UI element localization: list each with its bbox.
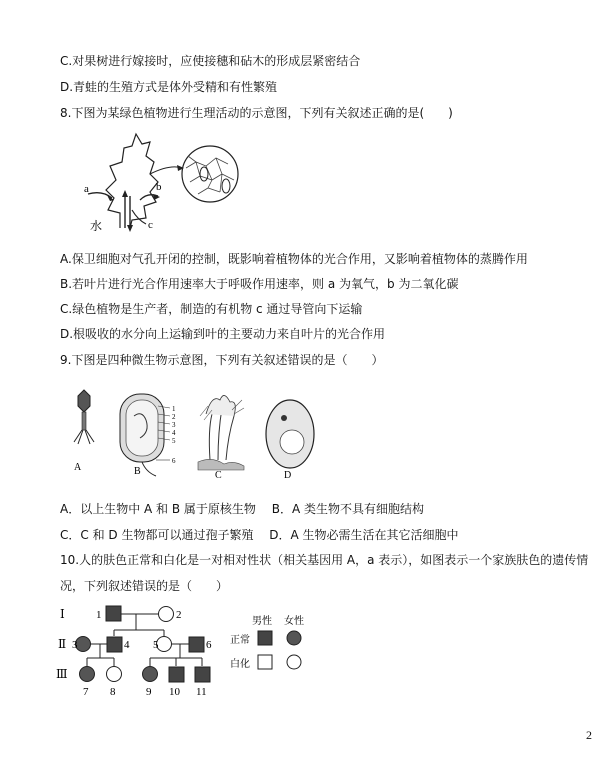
generation-1-label: Ⅰ: [60, 607, 65, 621]
generation-3-label: Ⅲ: [56, 667, 68, 681]
label-c: c: [148, 219, 153, 231]
individual-3-female: [76, 637, 91, 652]
label-B: B: [134, 466, 141, 477]
q9-options-cd: C．C 和 D 生物都可以通过孢子繁殖 D．A 生物必需生活在其它活细胞中: [60, 528, 459, 542]
arrow-a-head: [107, 195, 114, 201]
label-C: C: [215, 470, 222, 481]
option-d-line: D.青蛙的生殖方式是体外受精和有性繁殖: [60, 80, 278, 94]
legend-albino-female-symbol: [287, 655, 301, 669]
individual-6-male: [189, 637, 204, 652]
plant-leaf-figure: [80, 128, 250, 240]
label-a: a: [84, 183, 89, 195]
q8-option-b: B.若叶片进行光合作用速率大于呼吸作用速率，则 a 为氧气，b 为二氧化碳: [60, 277, 459, 291]
legend-normal-male-symbol: [258, 631, 272, 645]
question-8: 8.下图为某绿色植物进行生理活动的示意图，下列有关叙述正确的是( ): [60, 106, 453, 120]
generation-2-label: Ⅱ: [58, 637, 67, 651]
mold-drawing: [198, 395, 244, 470]
legend-albino-label: 白化: [230, 659, 250, 670]
zoom-pointer: [150, 167, 182, 174]
label-water: 水: [90, 219, 103, 233]
individual-8-female: [107, 667, 122, 682]
individual-2-normal-female: [159, 607, 174, 622]
pedigree-lines: [87, 614, 202, 666]
leaf-outline: [106, 134, 158, 228]
label-num-3: 3: [172, 421, 176, 429]
id-2: 2: [176, 609, 182, 621]
label-A: A: [74, 462, 82, 473]
label-num-1: 1: [172, 405, 176, 413]
pedigree-chart: [54, 600, 324, 700]
id-8: 8: [110, 686, 116, 698]
legend-normal-female-symbol: [287, 631, 301, 645]
magnified-epidermis-circle: [182, 146, 238, 202]
id-11: 11: [196, 686, 207, 698]
q8-option-c: C.绿色植物是生产者，制造的有机物 c 通过导管向下运输: [60, 302, 363, 316]
id-4: 4: [124, 639, 130, 651]
question-10-line2: 况，下列叙述错误的是（ ）: [60, 579, 229, 593]
id-3: 3: [72, 639, 78, 651]
option-c-line: C.对果树进行嫁接时，应使接穗和砧木的形成层紧密结合: [60, 54, 361, 68]
guard-cell-right: [222, 179, 230, 193]
q8-option-a: A.保卫细胞对气孔开闭的控制，既影响着植物体的光合作用，又影响着植物体的蒸腾作用: [60, 252, 528, 266]
individual-9-female: [143, 667, 158, 682]
legend-albino-male-symbol: [258, 655, 272, 669]
epidermal-cells: [186, 156, 234, 194]
bacteriophage-drawing: [74, 390, 94, 444]
id-5: 5: [153, 639, 159, 651]
arrow-c: [132, 210, 146, 224]
label-D: D: [284, 470, 292, 481]
bacterium-drawing: [120, 394, 170, 476]
label-b: b: [156, 181, 162, 193]
arrow-head-up: [122, 190, 128, 197]
label-num-2: 2: [172, 413, 176, 421]
label-num-6: 6: [172, 457, 176, 465]
id-9: 9: [146, 686, 152, 698]
individual-1-affected-male: [106, 606, 121, 621]
label-num-5: 5: [172, 437, 176, 445]
q9-options-ab: A．以上生物中 A 和 B 属于原核生物 B．A 类生物不具有细胞结构: [60, 502, 424, 516]
question-9: 9.下图是四种微生物示意图，下列有关叙述错误的是（ ）: [60, 353, 384, 367]
id-6: 6: [206, 639, 212, 651]
legend-female-label: 女性: [284, 616, 304, 627]
id-7: 7: [83, 686, 89, 698]
page-number: 2: [586, 728, 592, 742]
microorganism-figure: [62, 380, 322, 484]
individual-11-male: [195, 667, 210, 682]
id-1: 1: [96, 609, 102, 621]
yeast-drawing: [266, 400, 314, 468]
legend-male-label: 男性: [252, 616, 272, 627]
legend-normal-label: 正常: [230, 635, 250, 646]
label-num-4: 4: [172, 429, 176, 437]
individual-7-female: [80, 667, 95, 682]
individual-5-female: [157, 637, 172, 652]
arrow-head-down: [127, 225, 133, 232]
individual-4-male: [107, 637, 122, 652]
individual-10-male: [169, 667, 184, 682]
question-10-line1: 10.人的肤色正常和白化是一对相对性状（相关基因用 A，a 表示），如图表示一个家族肤色的遗传情: [60, 553, 589, 567]
id-10: 10: [169, 686, 180, 698]
q8-option-d: D.根吸收的水分向上运输到叶的主要动力来自叶片的光合作用: [60, 327, 386, 341]
guard-cell-left: [200, 167, 208, 181]
